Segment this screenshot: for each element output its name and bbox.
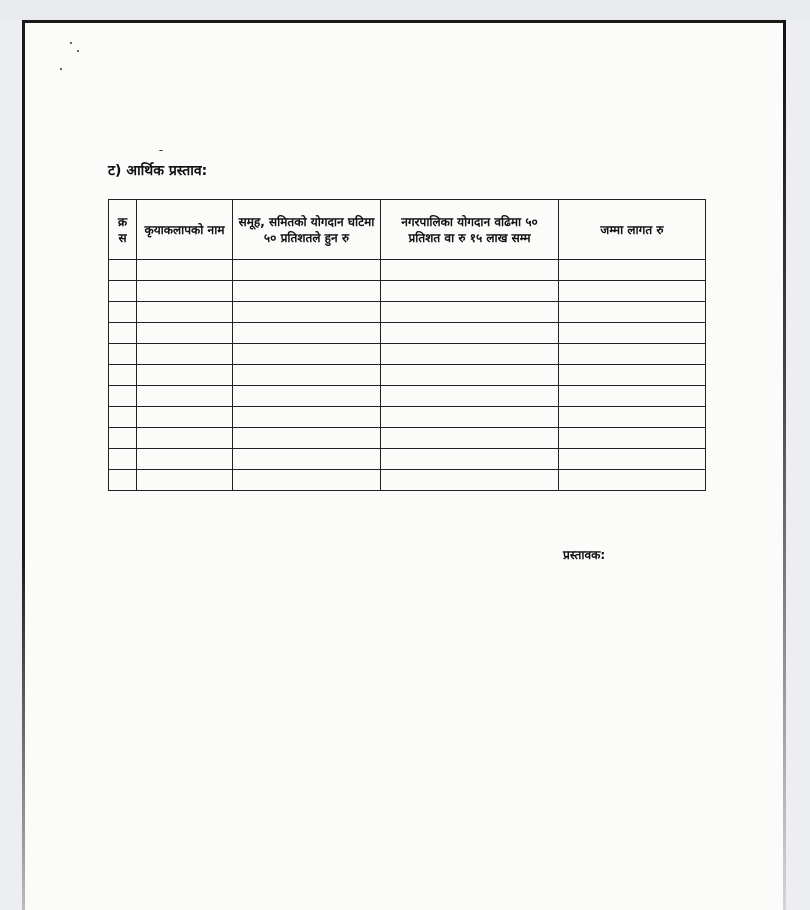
section-heading: ट) आर्थिक प्रस्ताव:: [108, 163, 208, 179]
header-group-contribution: समूह, समितको योगदान घटिमा ५० प्रतिशतले हुन रु: [233, 200, 381, 260]
cell-activity-name: [137, 281, 233, 302]
cell-municipality-contribution: [381, 407, 559, 428]
cell-serial-number: [109, 302, 137, 323]
cell-group-contribution: [233, 428, 381, 449]
table-row: [109, 470, 706, 491]
cell-municipality-contribution: [381, 428, 559, 449]
cell-activity-name: [137, 449, 233, 470]
table-row: [109, 407, 706, 428]
cell-total-cost: [559, 449, 706, 470]
cell-municipality-contribution: [381, 386, 559, 407]
cell-total-cost: [559, 323, 706, 344]
cell-serial-number: [109, 260, 137, 281]
scan-speck: [60, 68, 62, 70]
table-row: [109, 281, 706, 302]
cell-activity-name: [137, 365, 233, 386]
cell-total-cost: [559, 428, 706, 449]
cell-serial-number: [109, 344, 137, 365]
table-header-row: [109, 200, 706, 260]
cell-municipality-contribution: [381, 344, 559, 365]
cell-activity-name: [137, 407, 233, 428]
cell-serial-number: [109, 470, 137, 491]
cell-group-contribution: [233, 365, 381, 386]
cell-activity-name: [137, 344, 233, 365]
cell-serial-number: [109, 281, 137, 302]
cell-municipality-contribution: [381, 260, 559, 281]
cell-total-cost: [559, 365, 706, 386]
cell-group-contribution: [233, 470, 381, 491]
cell-activity-name: [137, 386, 233, 407]
page-edge-top: [22, 20, 786, 23]
header-activity-name: कृयाकलापको नाम: [137, 200, 233, 260]
page-edge-right: [783, 20, 786, 910]
table-row: [109, 449, 706, 470]
header-municipality-contribution: नगरपालिका योगदान वढिमा ५० प्रतिशत वा रु १५ लाख सम्म: [381, 200, 559, 260]
cell-serial-number: [109, 386, 137, 407]
page-edge-left: [22, 20, 25, 910]
header-total-cost: जम्मा लागत रु: [559, 200, 706, 260]
viewer-background: [0, 0, 810, 20]
cell-group-contribution: [233, 386, 381, 407]
cell-activity-name: [137, 302, 233, 323]
table-row: [109, 386, 706, 407]
cell-activity-name: [137, 260, 233, 281]
cell-total-cost: [559, 281, 706, 302]
cell-serial-number: [109, 407, 137, 428]
cell-municipality-contribution: [381, 470, 559, 491]
cell-serial-number: [109, 449, 137, 470]
cell-serial-number: [109, 365, 137, 386]
cell-group-contribution: [233, 323, 381, 344]
table-row: [109, 365, 706, 386]
cell-activity-name: [137, 323, 233, 344]
cell-total-cost: [559, 386, 706, 407]
table-row: [109, 344, 706, 365]
cell-municipality-contribution: [381, 449, 559, 470]
table-row: [109, 323, 706, 344]
cell-municipality-contribution: [381, 302, 559, 323]
cell-total-cost: [559, 407, 706, 428]
scan-speck: [70, 42, 72, 44]
cell-total-cost: [559, 470, 706, 491]
header-serial-number: क्र स: [109, 200, 137, 260]
cell-municipality-contribution: [381, 365, 559, 386]
cell-municipality-contribution: [381, 323, 559, 344]
cell-total-cost: [559, 344, 706, 365]
table-row: [109, 428, 706, 449]
table-row: [109, 260, 706, 281]
cell-serial-number: [109, 428, 137, 449]
cell-group-contribution: [233, 344, 381, 365]
scan-speck: [77, 50, 79, 52]
cell-group-contribution: [233, 281, 381, 302]
cell-group-contribution: [233, 302, 381, 323]
cell-group-contribution: [233, 260, 381, 281]
table-body: [109, 260, 706, 491]
table-row: [109, 302, 706, 323]
cell-municipality-contribution: [381, 281, 559, 302]
cell-total-cost: [559, 302, 706, 323]
financial-proposal-table: [108, 199, 706, 491]
cell-total-cost: [559, 260, 706, 281]
cell-serial-number: [109, 323, 137, 344]
cell-activity-name: [137, 428, 233, 449]
scan-speck: [159, 150, 163, 151]
cell-group-contribution: [233, 449, 381, 470]
cell-activity-name: [137, 470, 233, 491]
cell-group-contribution: [233, 407, 381, 428]
proposer-label: प्रस्तावक:: [563, 548, 606, 562]
